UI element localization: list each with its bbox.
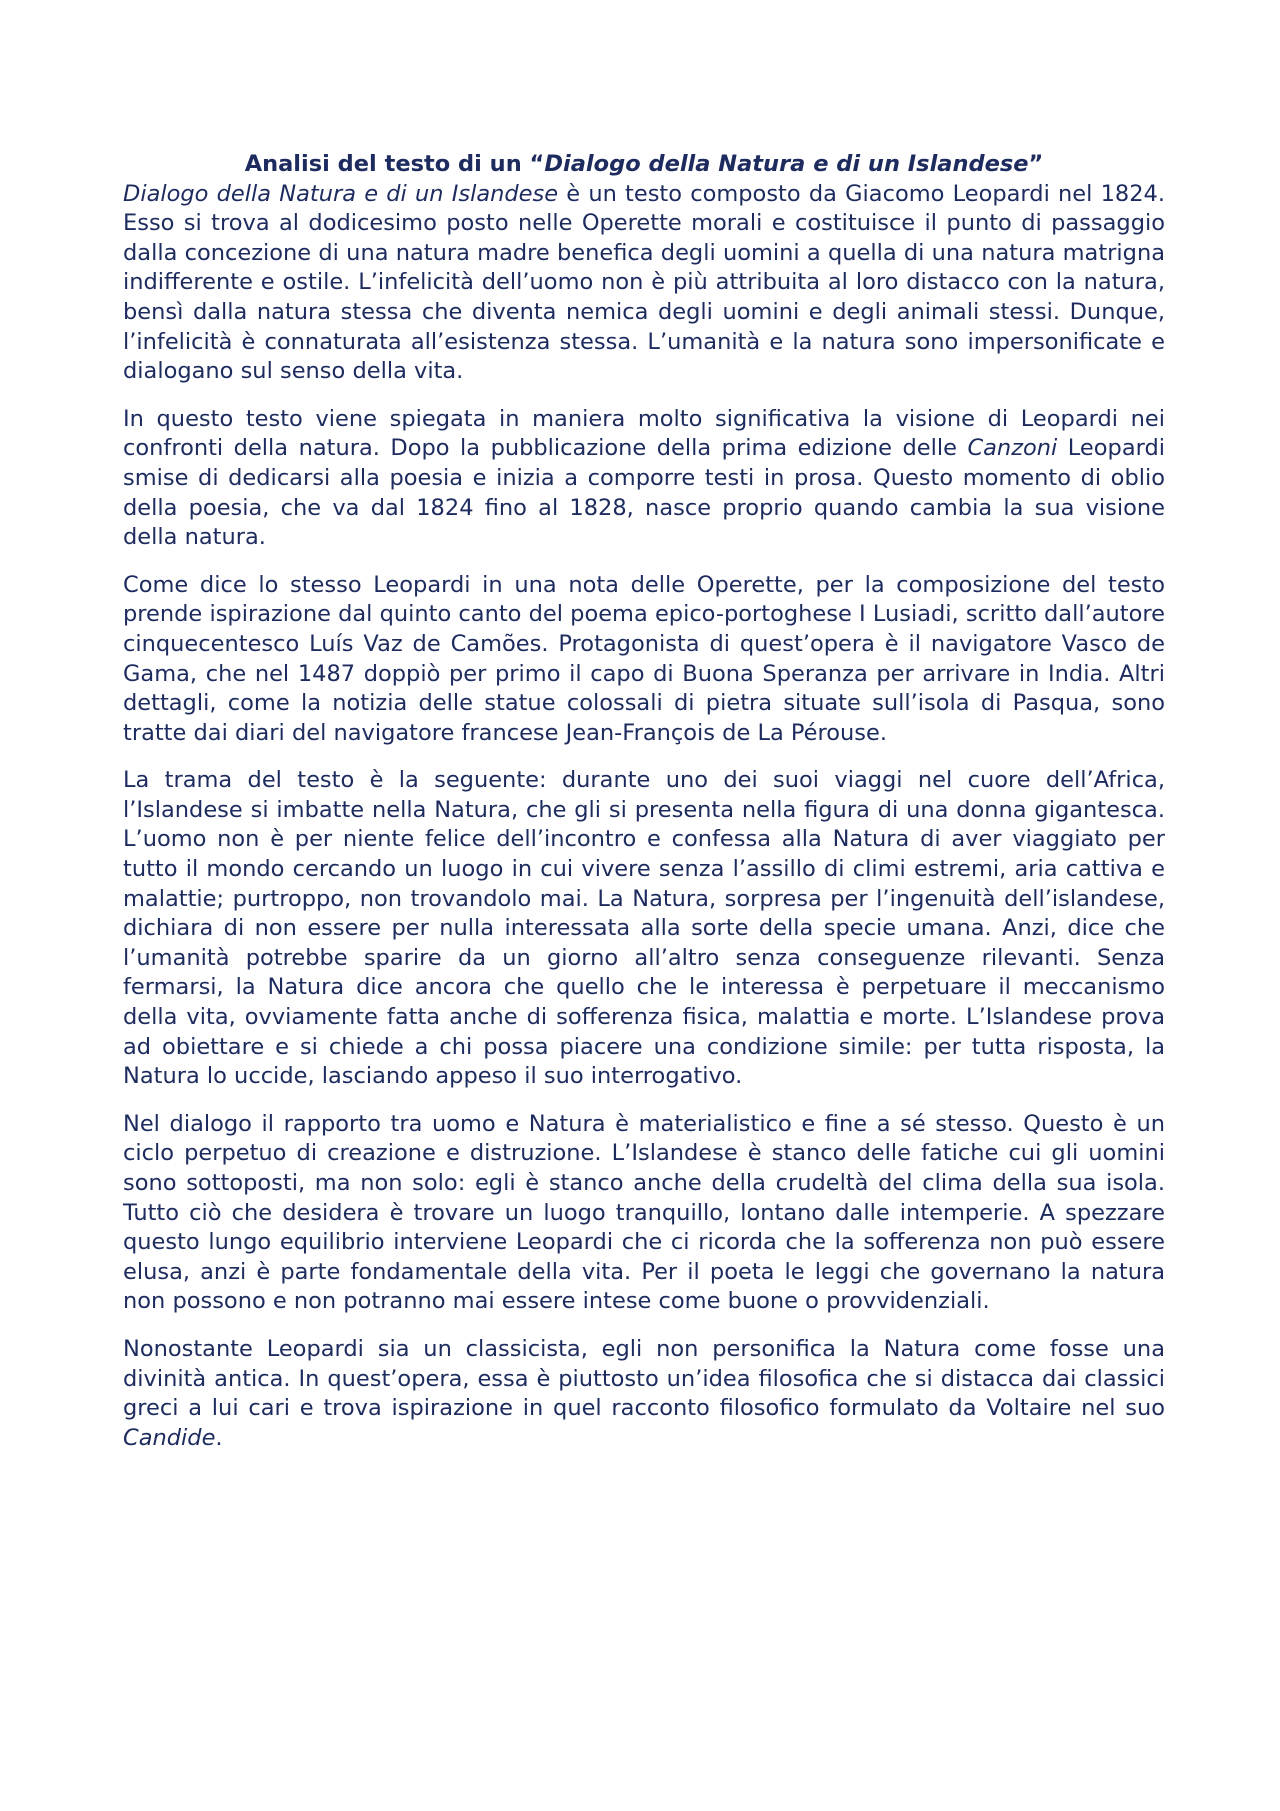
paragraph xyxy=(123,1110,1165,1317)
title-prefix: Analisi del testo di un “ xyxy=(244,151,545,177)
paragraph-segment: In questo testo viene spiegata in maniera molto significativa la visione di Leopardi nei confronti della natura. Dopo la pubblicazione della prima edizione delle xyxy=(123,405,1165,462)
document-page xyxy=(123,150,1165,1471)
title-italic: Dialogo della Natura e di un Islandese xyxy=(544,151,1029,177)
paragraph xyxy=(123,405,1165,553)
document-title xyxy=(123,150,1165,180)
document-body xyxy=(123,180,1165,1454)
paragraph xyxy=(123,1335,1165,1453)
paragraph xyxy=(123,571,1165,749)
paragraph-segment: Come dice lo stesso Leopardi in una nota delle Operette, per la composizione del testo prende ispirazione dal quinto canto del poema epico-portoghese I Lusiadi, scritto dall’autore cinquecentesco Luís Vaz de Camões. Protagonista di quest’opera è il navigatore Vasco de Gama, che nel 1487 doppiò per primo il capo di Buona Speranza per arrivare in India. Altri dettagli, come la notizia delle statue colossali di pietra situate sull’isola di Pasqua, sono tratte dai diari del navigatore francese Jean-François de La Pérouse. xyxy=(123,571,1165,746)
paragraph-segment: Canzoni xyxy=(967,435,1058,462)
paragraph-segment: La trama del testo è la seguente: durante uno dei suoi viaggi nel cuore dell’Africa, l’Islandese si imbatte nella Natura, che gli si presenta nella figura di una donna gigantesca. L’uomo non è per niente felice dell’incontro e confessa alla Natura di aver viaggiato per tutto il mondo cercando un luogo in cui vivere senza l’assillo di climi estremi, aria cattiva e malattie; purtroppo, non trovandolo mai. La Natura, sorpresa per l’ingenuità dell’islandese, dichiara di non essere per nulla interessata alla sorte della specie umana. Anzi, dice che l’umanità potrebbe sparire da un giorno all’altro senza conseguenze rilevanti. Senza fermarsi, la Natura dice ancora che quello che le interessa è perpetuare il meccanismo della vita, ovviamente fatta anche di sofferenza fisica, malattia e morte. L’Islandese prova ad obiettare e si chiede a chi possa piacere una condizione simile: per tutta risposta, la Natura lo uccide, lasciando appeso il suo interrogativo. xyxy=(123,767,1165,1090)
paragraph-segment: è un testo composto da Giacomo Leopardi nel 1824. Esso si trova al dodicesimo posto nelle Operette morali e costituisce il punto di passaggio dalla concezione di una natura madre benefica degli uomini a quella di una natura matrigna indifferente e ostile. L’infelicità dell’uomo non è più attribuita al loro distacco con la natura, bensì dalla natura stessa che diventa nemica degli uomini e degli animali stessi. Dunque, l’infelicità è connaturata all’esistenza stessa. L’umanità e la natura sono impersonificate e dialogano sul senso della vita. xyxy=(123,180,1165,385)
paragraph-segment: Dialogo della Natura e di un Islandese xyxy=(123,180,559,207)
paragraph-segment: . xyxy=(215,1424,223,1451)
paragraph-segment: Leopardi smise di dedicarsi alla poesia e inizia a comporre testi in prosa. Questo momento di oblio della poesia, che va dal 1824 fino al 1828, nasce proprio quando cambia la sua visione della natura. xyxy=(123,435,1165,551)
paragraph xyxy=(123,180,1165,387)
paragraph-segment: Nonostante Leopardi sia un classicista, egli non personifica la Natura come fosse una divinità antica. In quest’opera, essa è piuttosto un’idea filosofica che si distacca dai classici greci a lui cari e trova ispirazione in quel racconto filosofico formulato da Voltaire nel suo xyxy=(123,1335,1165,1422)
title-suffix: ” xyxy=(1028,151,1044,177)
paragraph-segment: Nel dialogo il rapporto tra uomo e Natura è materialistico e fine a sé stesso. Questo è un ciclo perpetuo di creazione e distruzione. L’Islandese è stanco delle fatiche cui gli uomini sono sottoposti, ma non solo: egli è stanco anche della crudeltà del clima della sua isola. Tutto ciò che desidera è trovare un luogo tranquillo, lontano dalle intemperie. A spezzare questo lungo equilibrio interviene Leopardi che ci ricorda che la sofferenza non può essere elusa, anzi è parte fondamentale della vita. Per il poeta le leggi che governano la natura non possono e non potranno mai essere intese come buone o provvidenziali. xyxy=(123,1110,1165,1315)
paragraph-segment: Candide xyxy=(123,1424,216,1451)
paragraph xyxy=(123,766,1165,1092)
